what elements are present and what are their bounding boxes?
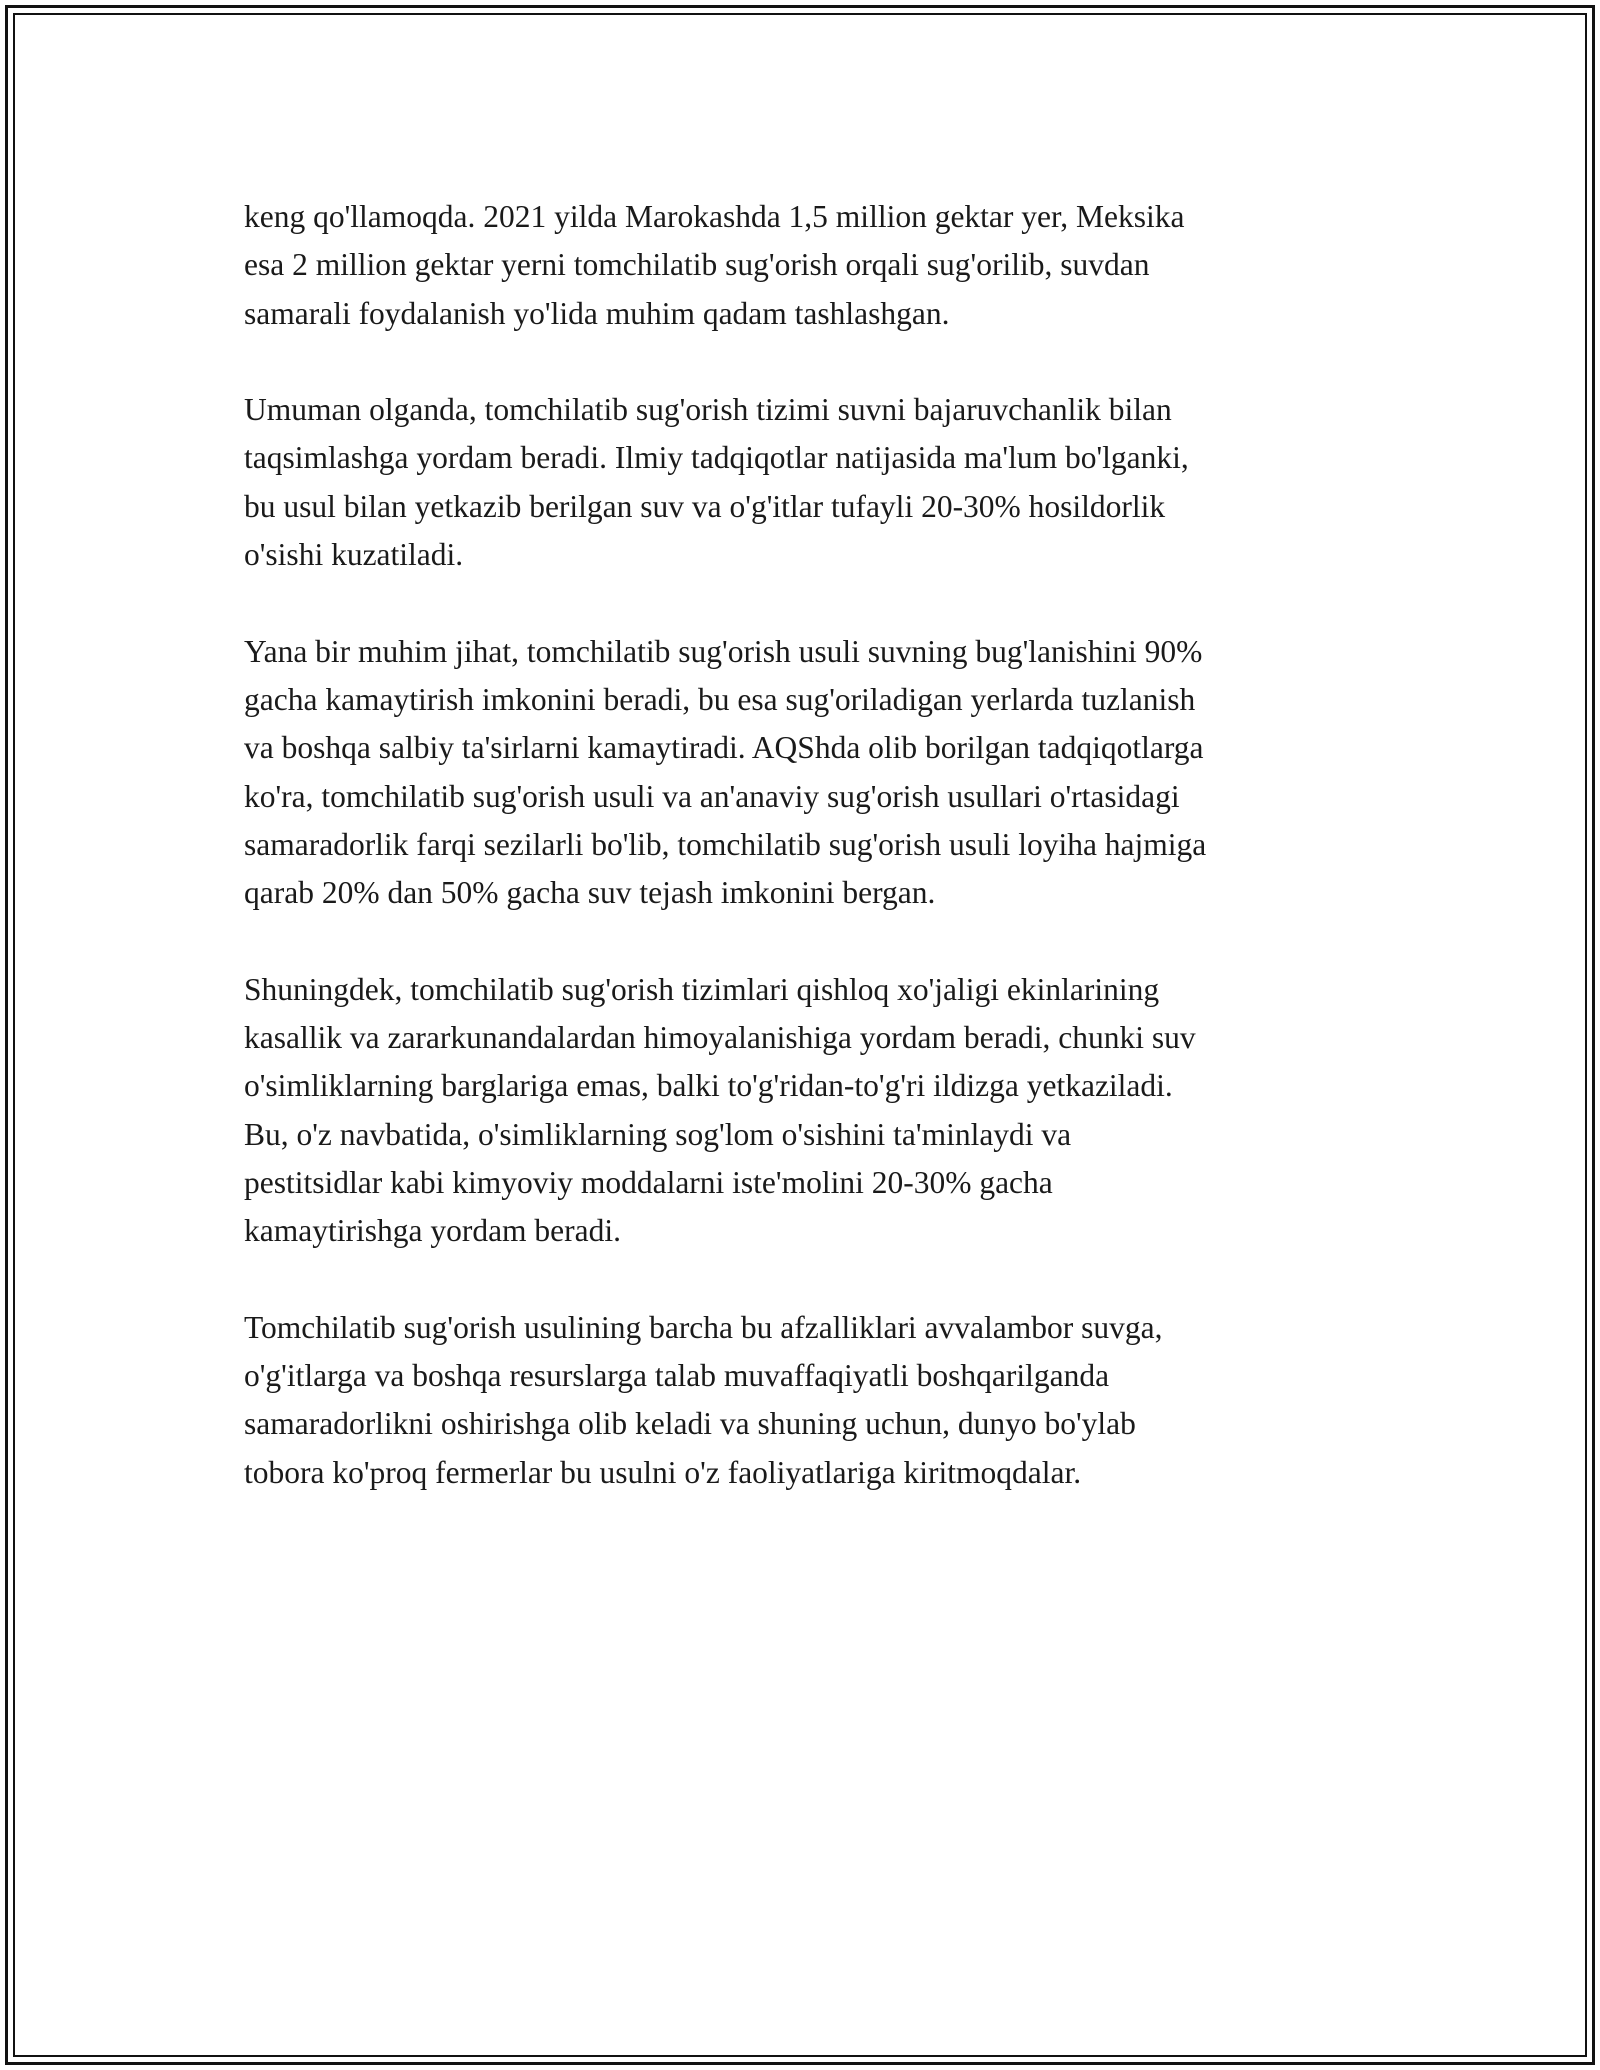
paragraph-1: keng qo'llamoqda. 2021 yilda Marokashda 1,5 million gektar yer, Meksika esa 2 million gektar yerni tomchilatib sug'orish orqali sug'orilib, suvdan samarali foydalanish yo'lida muhim qadam tashlashgan. <box>244 199 1185 331</box>
document-body <box>244 193 1394 1497</box>
paragraph-3: Yana bir muhim jihat, tomchilatib sug'orish usuli suvning bug'lanishini 90% gacha kamaytirish imkonini beradi, bu esa sug'oriladigan yerlarda tuzlanish va boshqa salbiy ta'sirlarni kamaytiradi. AQShda olib borilgan tadqiqotlarga ko'ra, tomchilatib sug'orish usuli va an'anaviy sug'orish usullari o'rtasidagi samaradorlik farqi sezilarli bo'lib, tomchilatib sug'orish usuli loyiha hajmiga qarab 20% dan 50% gacha suv tejash imkonini bergan. <box>244 633 1207 911</box>
paragraph-5: Tomchilatib sug'orish usulining barcha bu afzalliklari avvalambor suvga, o'g'itlarga va boshqa resurslarga talab muvaffaqiyatli boshqarilganda samaradorlikni oshirishga olib keladi va shuning uchun, dunyo bo'ylab tobora ko'proq fermerlar bu usulni o'z faoliyatlariga kiritmoqdalar. <box>244 1309 1163 1490</box>
paragraph-4: Shuningdek, tomchilatib sug'orish tizimlari qishloq xo'jaligi ekinlarining kasallik va zararkunandalardan himoyalanishiga yordam beradi, chunki suv o'simliklarning barglariga emas, balki to'g'ridan-to'g'ri ildizga yetkaziladi. Bu, o'z navbatida, o'simliklarning sog'lom o'sishini ta'minlaydi va pestitsidlar kabi kimyoviy moddalarni iste'molini 20-30% gacha kamaytirishga yordam beradi. <box>244 971 1196 1249</box>
paragraph-2: Umuman olganda, tomchilatib sug'orish tizimi suvni bajaruvchanlik bilan taqsimlashga yordam beradi. Ilmiy tadqiqotlar natijasida ma'lum bo'lganki, bu usul bilan yetkazib berilgan suv va o'g'itlar tufayli 20-30% hosildorlik o'sishi kuzatiladi. <box>244 392 1189 573</box>
page-frame <box>5 5 1595 2065</box>
